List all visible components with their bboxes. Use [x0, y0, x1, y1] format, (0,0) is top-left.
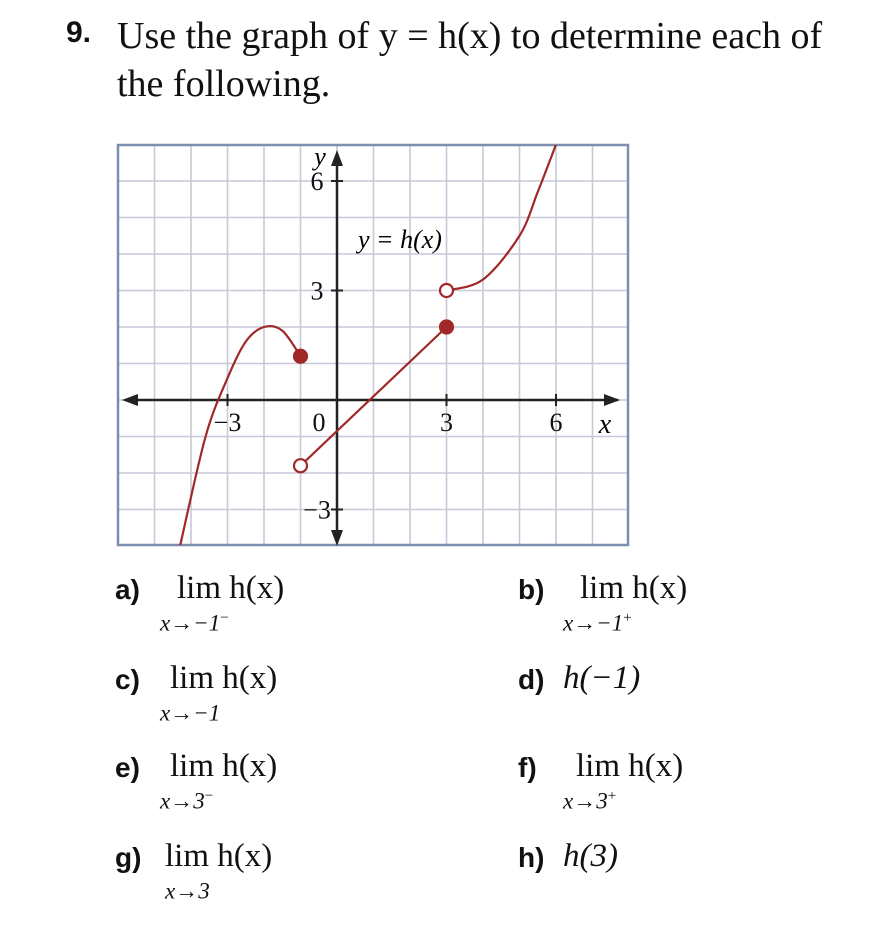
- curve-label: y = h(x): [358, 225, 442, 254]
- item-expression: lim h(x): [576, 748, 684, 784]
- item-expression: lim h(x): [580, 570, 688, 606]
- item-expression: h(3): [563, 838, 618, 874]
- open-endpoint: [440, 284, 453, 297]
- item-subscript: [563, 788, 616, 815]
- x-tick-label: 3: [440, 408, 453, 437]
- closed-endpoint: [440, 321, 453, 334]
- subscript-text: x→−1: [160, 700, 221, 726]
- subscript-sup: +: [607, 788, 617, 804]
- item-label: d): [518, 664, 545, 695]
- y-tick-label: 3: [310, 276, 324, 306]
- item-label: a): [115, 574, 140, 605]
- item-subscript: [160, 788, 213, 815]
- item-expression: lim h(x): [165, 838, 273, 874]
- item-expression: lim h(x): [170, 748, 278, 784]
- item-subscript: [160, 700, 220, 727]
- item-expression: h(−1): [563, 660, 641, 696]
- item-label: e): [115, 752, 140, 783]
- item-label: c): [115, 664, 140, 695]
- subscript-text: x→3: [160, 788, 205, 814]
- item-label: g): [115, 842, 142, 873]
- item-label: b): [518, 574, 545, 605]
- subscript-sup: −: [220, 610, 229, 626]
- y-tick-label: −3: [303, 495, 331, 525]
- subscript-text: x→−1: [563, 610, 624, 636]
- x-axis-label: x: [598, 409, 612, 440]
- question-text-line1: Use the graph of y = h(x) to determine each of: [117, 15, 823, 57]
- x-tick-label: −3: [213, 408, 242, 437]
- closed-endpoint: [294, 350, 307, 363]
- question-number: 9.: [66, 16, 92, 49]
- subscript-text: x→−1: [160, 610, 221, 636]
- open-endpoint: [294, 459, 307, 472]
- item-subscript: [160, 610, 229, 637]
- item-subscript: [563, 610, 632, 637]
- y-tick-label: 6: [310, 167, 324, 196]
- y-axis-label: y: [314, 142, 326, 171]
- x-tick-label: 0: [312, 408, 326, 437]
- question-text-line2: the following.: [117, 63, 331, 105]
- x-tick-label: 6: [549, 408, 563, 437]
- subscript-text: x→3: [165, 878, 210, 904]
- subscript-text: x→3: [563, 788, 608, 814]
- item-label: f): [518, 752, 537, 783]
- item-subscript: [165, 878, 210, 905]
- item-label: h): [518, 842, 545, 873]
- item-expression: lim h(x): [177, 570, 285, 606]
- item-expression: lim h(x): [170, 660, 278, 696]
- subscript-sup: +: [623, 610, 632, 626]
- subscript-sup: −: [204, 788, 214, 804]
